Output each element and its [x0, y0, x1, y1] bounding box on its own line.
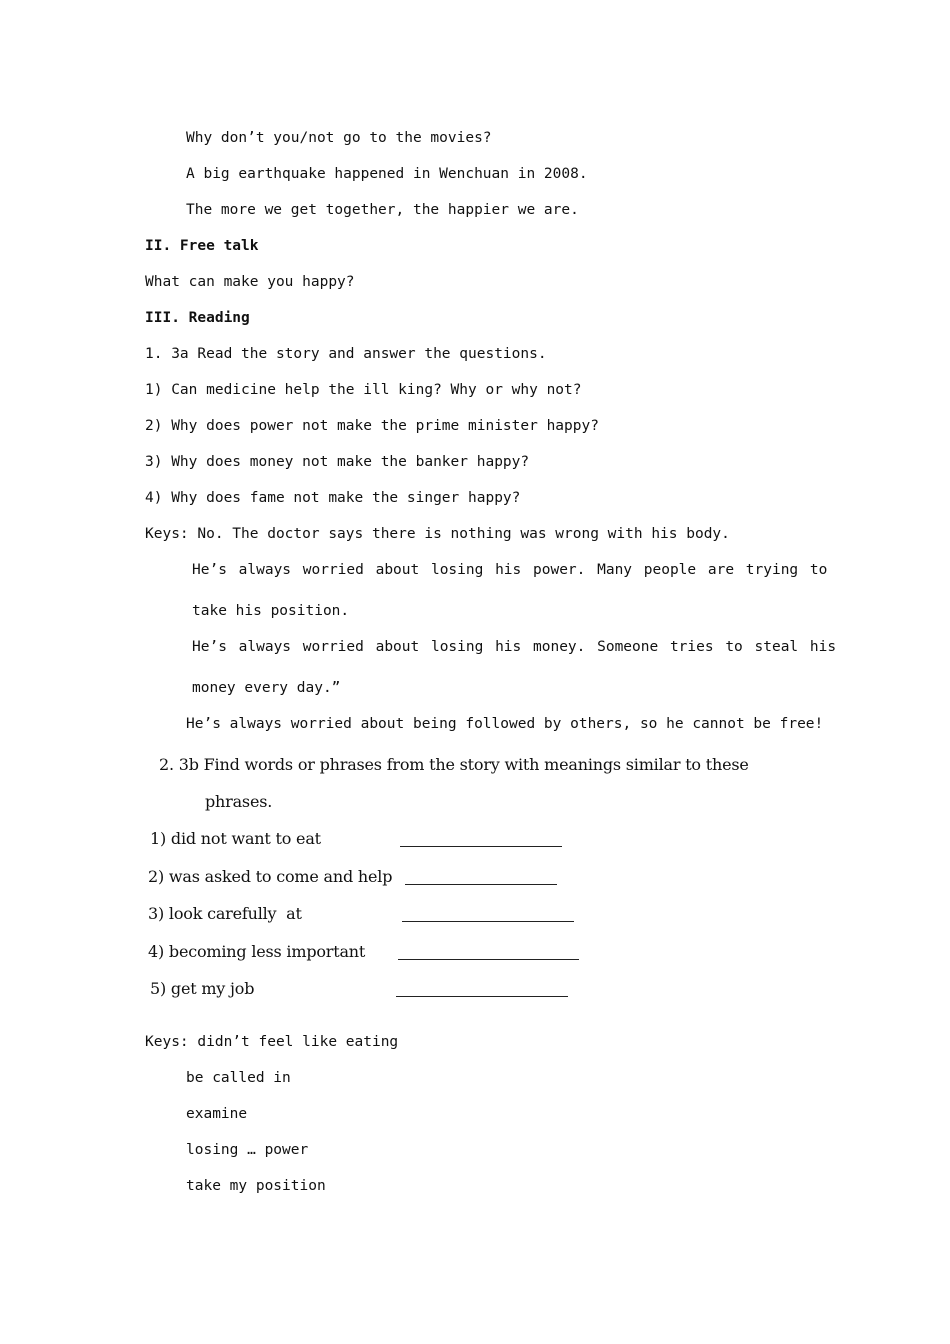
task-2-keys-label: Keys: didn’t feel like eating — [145, 1034, 399, 1050]
task-2-key-4: losing … power — [186, 1142, 309, 1158]
reading-task-1: 1. 3a Read the story and answer the questions. — [145, 346, 547, 362]
task-2-item-3: 3) look carefully at — [148, 904, 302, 923]
task-2-heading: 2. 3b Find words or phrases from the story with meanings similar to these — [159, 755, 749, 774]
reading-question-2: 2) Why does power not make the prime minister happy? — [145, 418, 599, 434]
reading-key-4: He’s always worried about being followed by others, so he cannot be free! — [186, 716, 824, 732]
task-2-heading-cont: phrases. — [205, 792, 273, 811]
task-2-item-2: 2) was asked to come and help — [148, 867, 393, 886]
answer-blank-4[interactable] — [398, 959, 579, 960]
free-talk-heading: II. Free talk — [145, 238, 259, 254]
review-sentence-3: The more we get together, the happier we are. — [186, 202, 579, 218]
reading-key-3-cont: money every day.” — [192, 680, 341, 696]
reading-heading: III. Reading — [145, 310, 250, 326]
review-sentence-2: A big earthquake happened in Wenchuan in 2008. — [186, 166, 588, 182]
reading-question-3: 3) Why does money not make the banker happy? — [145, 454, 530, 470]
reading-question-4: 4) Why does fame not make the singer happy? — [145, 490, 521, 506]
reading-question-1: 1) Can medicine help the ill king? Why or why not? — [145, 382, 582, 398]
reading-key-2-cont: take his position. — [192, 603, 350, 619]
task-2-key-3: examine — [186, 1106, 248, 1122]
reading-keys-label: Keys: No. The doctor says there is nothing was wrong with his body. — [145, 526, 730, 542]
answer-blank-2[interactable] — [405, 884, 557, 885]
reading-key-3: He’s always worried about losing his money. Someone tries to steal his — [192, 639, 837, 655]
task-2-item-1: 1) did not want to eat — [150, 829, 321, 848]
task-2-item-4: 4) becoming less important — [148, 942, 366, 961]
task-2-item-5: 5) get my job — [150, 979, 255, 998]
reading-key-2: He’s always worried about losing his power. Many people are trying to — [192, 562, 828, 578]
answer-blank-5[interactable] — [396, 996, 568, 997]
review-sentence-1: Why don’t you/not go to the movies? — [186, 130, 492, 146]
task-2-key-2: be called in — [186, 1070, 291, 1086]
task-2-key-5: take my position — [186, 1178, 326, 1194]
free-talk-question: What can make you happy? — [145, 274, 355, 290]
answer-blank-1[interactable] — [400, 846, 562, 847]
answer-blank-3[interactable] — [402, 921, 574, 922]
